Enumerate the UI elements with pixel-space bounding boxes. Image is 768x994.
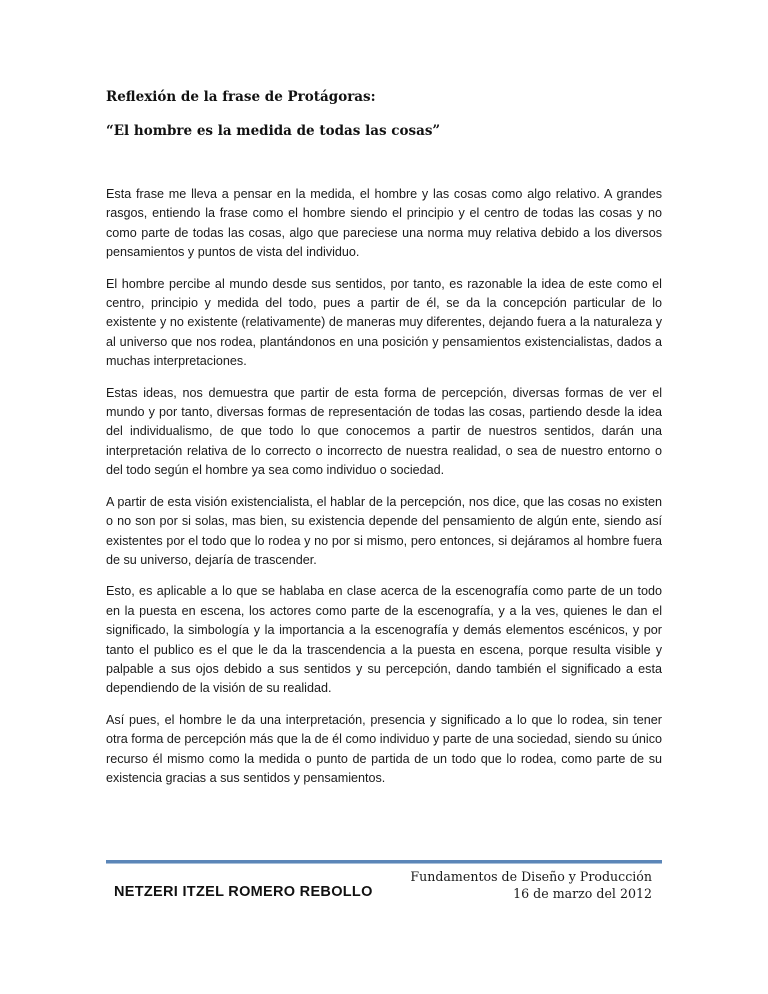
paragraph-3: Estas ideas, nos demuestra que partir de esta forma de percepción, diversas formas de ver el mundo y por tanto, diversas formas de representación de todas las cosas, partiendo desde la idea del individualismo, de que todo lo que conocemos a partir de nuestros sentidos, darán una interpretación relativa de lo correcto o incorrecto de nuestra realidad, o sea de nuestro entorno o del todo según el hombre ya sea como individuo o sociedad. [106,385,662,478]
paragraph-4: A partir de esta visión existencialista, el hablar de la percepción, nos dice, que las cosas no existen o no son por si solas, mas bien, su existencia depende del pensamiento de algún ente, siendo así existentes por el todo que lo rodea y no por si mismo, pero entonces, si dejáramos al hombre fuera de su universo, dejaría de trascender. [106,494,662,567]
paragraph-2: El hombre percibe al mundo desde sus sentidos, por tanto, es razonable la idea de este como el centro, principio y medida del todo, pues a partir de él, se da la concepción particular de lo existente y no existente (relativamente) de maneras muy diferentes, dejando fuera a la naturaleza y al universo que nos rodea, plantándonos en una posición y pensamientos existencialistas, dados a muchas interpretaciones. [106,276,662,369]
footer-course-info [410,868,652,902]
footer-divider [106,860,662,864]
document-title: Reflexión de la frase de Protágoras: [106,89,376,105]
paragraph-1: Esta frase me lleva a pensar en la medida, el hombre y las cosas como algo relativo. A grandes rasgos, entiendo la frase como el hombre siendo el principio y el centro de todas las cosas y no como parte de todas las cosas, algo que pareciese una norma muy relativa debido a los diversos pensamientos y puntos de vista del individuo. [106,187,662,260]
paragraph-6: Así pues, el hombre le da una interpretación, presencia y significado a lo que lo rodea, sin tener otra forma de percepción más que la de él como individuo y parte de una sociedad, siendo su único recurso él mismo como la medida o punto de partida de un todo que lo rodea, como parte de su existencia gracias a sus sentidos y pensamientos. [106,712,662,785]
footer-author: NETZERI ITZEL ROMERO REBOLLO [114,884,373,900]
footer-course: Fundamentos de Diseño y Producción [410,869,652,884]
document-body [106,185,662,788]
footer-date: 16 de marzo del 2012 [513,886,652,901]
document-quote: “El hombre es la medida de todas las cosas” [106,123,441,139]
paragraph-5: Esto, es aplicable a lo que se hablaba en clase acerca de la escenografía como parte de un todo en la puesta en escena, los actores como parte de la escenografía, y a la ves, quienes le dan el significado, la simbología y la importancia a la escenografía y demás elementos escénicos, y por tanto el publico es el que le da la trascendencia a la puesta en escena, porque resulta visible y palpable a sus ojos debido a sus sentidos y su percepción, dando también el significado a esta dependiendo de la visión de su realidad. [106,584,662,696]
